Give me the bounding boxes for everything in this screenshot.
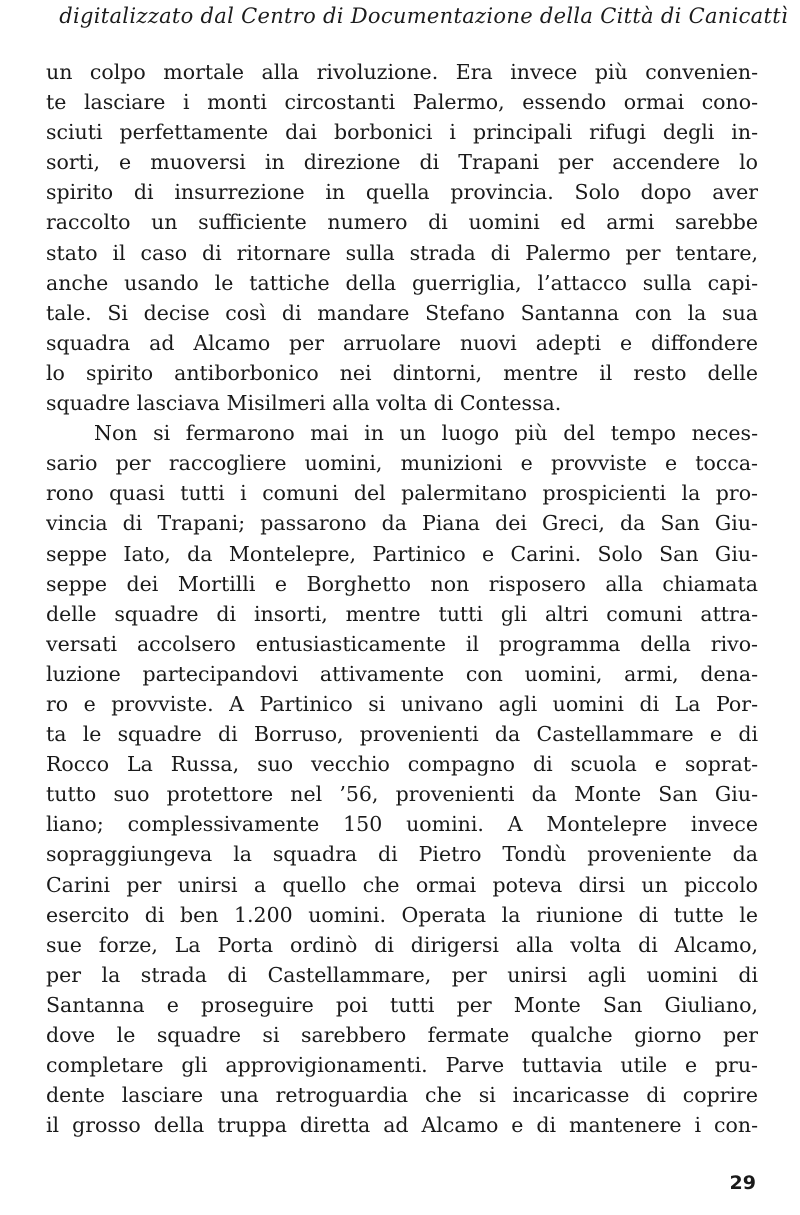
text-line: anche usando le tattiche della guerriglia, l’attacco sulla capi- xyxy=(46,270,758,295)
text-line: squadre lasciava Misilmeri alla volta di Contessa. xyxy=(46,391,562,416)
text-line: ta le squadre di Borruso, provenienti da Castellammare e di xyxy=(46,722,758,747)
text-line: sorti, e muoversi in direzione di Trapani per accendere lo xyxy=(46,150,758,175)
text-line: esercito di ben 1.200 uomini. Operata la riunione di tutte le xyxy=(46,902,758,927)
text-line: vincia di Trapani; passarono da Piana dei Greci, da San Giu- xyxy=(46,511,758,536)
text-line: liano; complessivamente 150 uomini. A Montelepre invece xyxy=(46,812,758,837)
text-line: tutto suo protettore nel ’56, provenienti da Monte San Giu- xyxy=(46,782,758,807)
text-line: delle squadre di insorti, mentre tutti gli altri comuni attra- xyxy=(46,601,758,626)
text-line: lo spirito antiborbonico nei dintorni, mentre il resto delle xyxy=(46,360,758,385)
text-line: seppe Iato, da Montelepre, Partinico e Carini. Solo San Giu- xyxy=(46,541,758,566)
text-line: un colpo mortale alla rivoluzione. Era invece più convenien- xyxy=(46,60,758,84)
paragraph xyxy=(46,57,758,418)
text-line: raccolto un sufficiente numero di uomini ed armi sarebbe xyxy=(46,210,758,235)
text-line: Rocco La Russa, suo vecchio compagno di scuola e soprat- xyxy=(46,752,758,777)
text-line: sario per raccogliere uomini, munizioni e provviste e tocca- xyxy=(46,451,758,476)
text-line: squadra ad Alcamo per arruolare nuovi adepti e diffondere xyxy=(46,330,758,355)
text-line: completare gli approvigionamenti. Parve tuttavia utile e pru- xyxy=(46,1053,758,1078)
text-line: versati accolsero entusiasticamente il programma della rivo- xyxy=(46,631,758,656)
paragraph xyxy=(46,418,758,1140)
text-line: seppe dei Mortilli e Borghetto non risposero alla chiamata xyxy=(46,571,758,596)
text-line: sue forze, La Porta ordinò di dirigersi alla volta di Alcamo, xyxy=(46,932,758,957)
text-line: rono quasi tutti i comuni del palermitano prospicienti la pro- xyxy=(46,481,758,506)
page-number: 29 xyxy=(729,1172,756,1194)
text-line: luzione partecipandovi attivamente con uomini, armi, dena- xyxy=(46,661,758,686)
text-line: sopraggiungeva la squadra di Pietro Tondù proveniente da xyxy=(46,842,758,867)
text-line: stato il caso di ritornare sulla strada di Palermo per tentare, xyxy=(46,240,758,265)
text-line: tale. Si decise così di mandare Stefano Santanna con la sua xyxy=(46,300,758,325)
digitization-watermark: digitalizzato dal Centro di Documentazione della Città di Canicattì xyxy=(59,4,788,28)
text-line: spirito di insurrezione in quella provincia. Solo dopo aver xyxy=(46,180,758,205)
text-line: Non si fermarono mai in un luogo più del tempo neces- xyxy=(94,421,758,446)
text-line: il grosso della truppa diretta ad Alcamo e di mantenere i con- xyxy=(46,1113,758,1138)
body-text xyxy=(46,57,758,1140)
text-line: ro e provviste. A Partinico si univano agli uomini di La Por- xyxy=(46,691,758,716)
text-line: per la strada di Castellammare, per unirsi agli uomini di xyxy=(46,962,758,987)
text-line: sciuti perfettamente dai borbonici i principali rifugi degli in- xyxy=(46,120,758,145)
text-line: te lasciare i monti circostanti Palermo, essendo ormai cono- xyxy=(46,90,758,115)
text-line: Carini per unirsi a quello che ormai poteva dirsi un piccolo xyxy=(46,872,758,897)
text-line: dove le squadre si sarebbero fermate qualche giorno per xyxy=(46,1023,758,1047)
text-line: Santanna e proseguire poi tutti per Monte San Giuliano, xyxy=(46,992,758,1017)
text-line: dente lasciare una retroguardia che si incaricasse di coprire xyxy=(46,1083,758,1108)
